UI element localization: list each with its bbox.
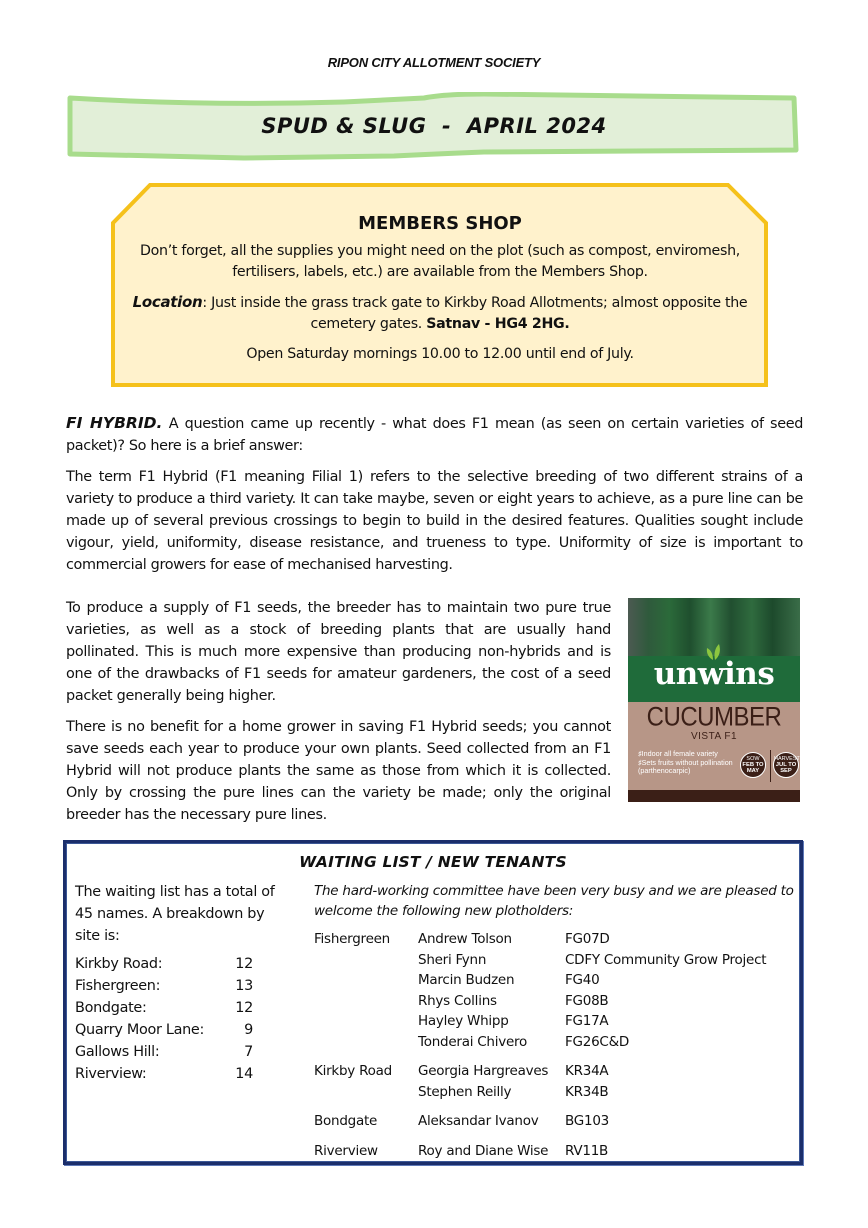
tenant-site	[314, 1011, 418, 1032]
packet-features	[638, 750, 748, 776]
tenant-row	[314, 1032, 794, 1053]
badge-divider	[770, 750, 771, 782]
tenant-group	[314, 1141, 794, 1162]
site-name: Riverview:	[75, 1066, 147, 1082]
site-count-row	[75, 953, 285, 975]
members-shop-location	[130, 292, 750, 335]
location-text: : Just inside the grass track gate to Kirkby Road Allotments; almost opposite the cemetery gates.	[202, 295, 748, 332]
f1-heading: FI HYBRID.	[66, 414, 163, 432]
tenant-site	[314, 1032, 418, 1053]
location-label: Location	[132, 293, 203, 311]
tenant-site	[314, 991, 418, 1012]
tenant-name: Roy and Diane Wise	[418, 1142, 549, 1159]
packet-variety: VISTA F1	[690, 731, 738, 742]
tenant-row	[314, 970, 794, 991]
tenant-name: Hayley Whipp	[418, 1013, 509, 1029]
tenant-site: Riverview	[314, 1142, 378, 1159]
tenant-site	[314, 1082, 418, 1103]
waiting-list-breakdown	[75, 881, 285, 1085]
site-count: 12	[235, 956, 253, 972]
seed-packet-image	[628, 598, 800, 802]
tenant-plot: KR34A	[565, 1063, 609, 1079]
tenant-name: Rhys Collins	[418, 992, 497, 1009]
members-shop-title: MEMBERS SHOP	[358, 213, 522, 234]
site-name: Fishergreen:	[75, 978, 161, 994]
tenant-row	[314, 950, 794, 971]
f1-intro-text: A question came up recently - what does F1 mean (as seen on certain varieties of seed packet)? So here is a brief answer:	[66, 416, 803, 454]
new-tenants-table	[314, 929, 794, 1161]
site-count-row	[75, 975, 285, 997]
tenant-site: Kirkby Road	[314, 1063, 392, 1079]
new-tenants-section	[314, 881, 794, 1170]
tenant-plot: FG17A	[565, 1013, 609, 1029]
tenant-row	[314, 991, 794, 1012]
site-name: Gallows Hill:	[75, 1044, 160, 1060]
harvest-value: JUL TO SEP	[775, 762, 797, 774]
site-count-row	[75, 1063, 285, 1085]
f1-hybrid-article	[66, 412, 803, 585]
tenant-name: Aleksandar Ivanov	[418, 1113, 539, 1129]
sow-label: SOW	[746, 756, 760, 762]
tenant-site: Fishergreen	[314, 931, 390, 947]
members-shop-box	[110, 183, 770, 389]
f1-paragraph: The term F1 Hybrid (F1 meaning Filial 1) refers to the selective breeding of two different strains of a variety to produce a third variety. It can take maybe, seven or eight years to achieve, as a pure line can be made up of several previous crossings to begin to build in the desired features. Qualities sought include vigour, yield, uniformity, disease resistance, and trueness to type. Uniformity of size is important to commercial growers for ease of mechanised harvesting.	[66, 469, 803, 573]
tenant-plot: FG26C&D	[565, 1033, 630, 1050]
society-name: RIPON CITY ALLOTMENT SOCIETY	[327, 55, 541, 70]
packet-brand: unwins	[653, 656, 775, 692]
tenant-plot: CDFY Community Grow Project	[565, 951, 767, 968]
tenant-row	[314, 1011, 794, 1032]
site-count-row	[75, 1019, 285, 1041]
tenant-row	[314, 1061, 794, 1082]
tenant-plot: FG40	[565, 972, 600, 988]
packet-feature: ♯Indoor all female variety	[638, 749, 718, 758]
members-shop-hours: Open Saturday mornings 10.00 to 12.00 until end of July.	[246, 346, 634, 362]
tenant-group	[314, 1111, 794, 1132]
tenant-plot: FG08B	[565, 992, 609, 1009]
site-count: 7	[244, 1044, 253, 1060]
site-count: 12	[235, 1000, 253, 1016]
tenant-plot: RV11B	[565, 1142, 609, 1159]
site-count-list	[75, 953, 285, 1085]
tenant-row	[314, 1111, 794, 1132]
tenant-name: Georgia Hargreaves	[418, 1063, 549, 1079]
tenant-plot: KR34B	[565, 1083, 609, 1100]
waiting-list-box	[63, 840, 803, 1165]
f1-paragraph: There is no benefit for a home grower in saving F1 Hybrid seeds; you cannot save seeds each year to produce your own plants. Seed collected from an F1 Hybrid will not produce plants the same as those from which it is collected. Only by crossing the pure lines can the variety be made; only the original breeder has the necessary pure lines.	[66, 719, 611, 823]
site-count: 9	[244, 1022, 253, 1038]
waiting-list-summary: The waiting list has a total of 45 names. A breakdown by site is:	[75, 884, 275, 944]
tenant-row	[314, 1141, 794, 1162]
packet-feature: ♯Sets fruits without pollination (parthenocarpic)	[638, 757, 733, 775]
members-shop-intro: Don’t forget, all the supplies you might need on the plot (such as compost, enviromesh, fertilisers, labels, etc.) are available from the Members Shop.	[140, 243, 740, 280]
packet-footer	[628, 790, 800, 802]
tenant-name: Stephen Reilly	[418, 1083, 512, 1100]
tenant-group	[314, 929, 794, 1052]
tenant-row	[314, 1082, 794, 1103]
tenant-plot: BG103	[565, 1113, 610, 1129]
site-name: Bondgate:	[75, 1000, 147, 1016]
tenant-plot: FG07D	[565, 931, 610, 947]
tenant-site: Bondgate	[314, 1113, 378, 1129]
site-name: Kirkby Road:	[75, 956, 163, 972]
sow-badge	[740, 752, 766, 778]
f1-intro	[66, 412, 803, 457]
site-count: 14	[235, 1066, 253, 1082]
tenant-name: Tonderai Chivero	[418, 1033, 528, 1050]
f1-paragraph: To produce a supply of F1 seeds, the breeder has to maintain two pure true varieties, as well as a stock of breeding plants that are usually hand pollinated. This is much more expensive than producing non-hybrids and is one of the drawbacks of F1 seeds for amateur gardeners, the cost of a seed packet generally being higher.	[66, 600, 611, 704]
new-tenants-intro: The hard-working committee have been very busy and we are pleased to welcome the following new plotholders:	[314, 883, 794, 919]
newsletter-title: SPUD & SLUG - APRIL 2024	[261, 114, 607, 138]
harvest-badge	[773, 752, 799, 778]
packet-product: CUCUMBER	[646, 702, 782, 733]
waiting-list-title: WAITING LIST / NEW TENANTS	[299, 853, 567, 871]
tenant-site	[314, 950, 418, 971]
site-name: Quarry Moor Lane:	[75, 1022, 205, 1038]
tenant-name: Andrew Tolson	[418, 931, 512, 947]
tenant-site	[314, 970, 418, 991]
tenant-name: Sheri Fynn	[418, 951, 487, 968]
tenant-row	[314, 929, 794, 950]
harvest-label: HARVEST	[774, 756, 800, 762]
satnav-postcode: Satnav - HG4 2HG.	[426, 316, 570, 332]
site-count-row	[75, 1041, 285, 1063]
sow-value: FEB TO MAY	[742, 762, 764, 774]
newsletter-banner	[64, 92, 804, 164]
site-count-row	[75, 997, 285, 1019]
f1-article-column	[66, 597, 611, 835]
tenant-group	[314, 1061, 794, 1102]
site-count: 13	[235, 978, 253, 994]
tenant-name: Marcin Budzen	[418, 972, 515, 988]
